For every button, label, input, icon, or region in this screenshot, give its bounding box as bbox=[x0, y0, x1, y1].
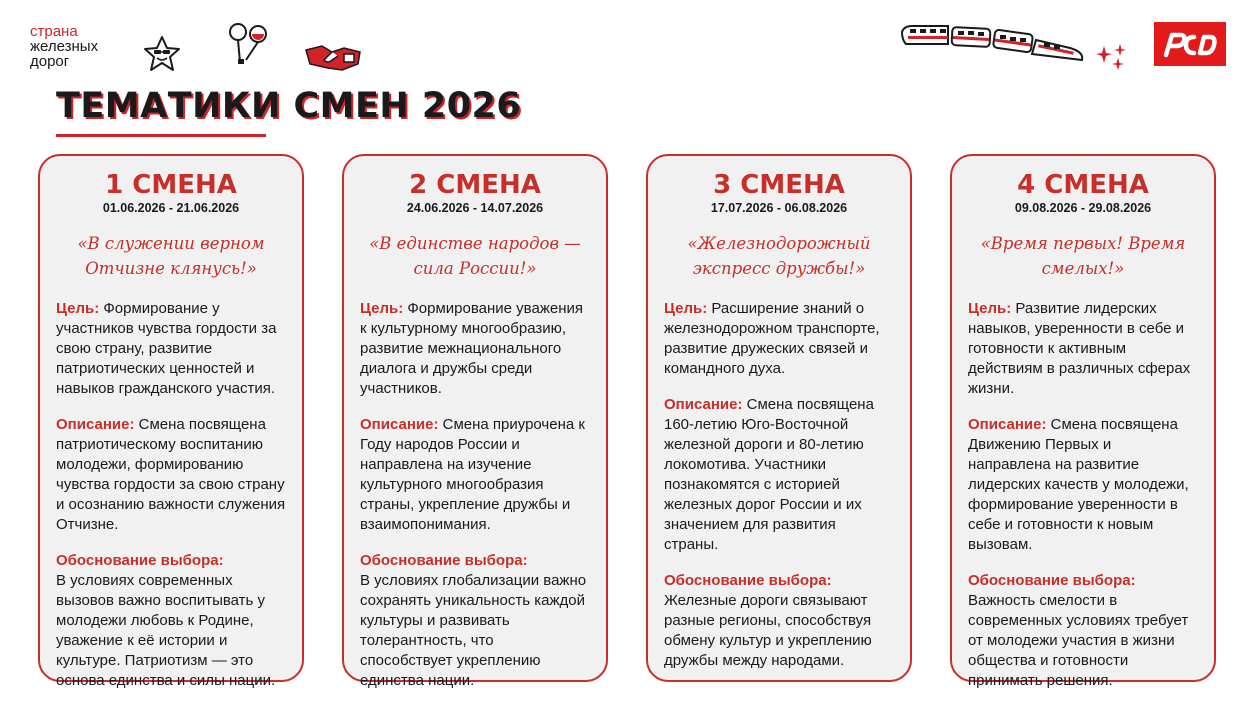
train-icon bbox=[900, 18, 1090, 68]
card-description bbox=[664, 395, 894, 555]
card-dates: 17.07.2026 - 06.08.2026 bbox=[710, 201, 848, 215]
goal-text: Формирование у участников чувства гордости за свою страну, развитие патриотических ценностей и навыков гражданского участия. bbox=[56, 300, 277, 397]
reason-label: Обоснование выбора: bbox=[664, 572, 832, 589]
goal-text: Развитие лидерских навыков, уверенности в себе и готовности к активным действиям в различных сферах жизни. bbox=[968, 300, 1191, 397]
brand-line-3: дорог bbox=[30, 53, 70, 70]
shift-card-3 bbox=[646, 154, 912, 682]
brand-line-1: страна bbox=[30, 23, 78, 40]
reason-label: Обоснование выбора: bbox=[56, 552, 224, 569]
star-character-icon bbox=[142, 34, 182, 74]
shift-card-1 bbox=[38, 154, 304, 689]
card-motto: «В служении верном Отчизне клянусь!» bbox=[77, 234, 265, 278]
goal-label: Цель: bbox=[56, 300, 100, 317]
reason-label: Обоснование выбора: bbox=[360, 552, 528, 569]
reason-text: В условиях глобализации важно сохранять уникальность каждой культуры и развивать толерантность, что способствует укреплению единства нации. bbox=[360, 572, 587, 689]
description-text: Смена посвящена Движению Первых и направлена на развитие лидерских качеств у молодежи, формирование уверенности в себе и готовности к новым вызовам. bbox=[968, 416, 1189, 553]
card-reason bbox=[968, 571, 1198, 691]
card-title: 4 СМЕНА bbox=[1017, 170, 1149, 200]
shift-card-2 bbox=[342, 154, 608, 689]
card-motto: «Железнодорожный экспресс дружбы!» bbox=[687, 234, 871, 278]
card-motto: «Время первых! Время смелых!» bbox=[980, 234, 1186, 278]
reason-label: Обоснование выбора: bbox=[968, 572, 1136, 589]
description-label: Описание: bbox=[56, 416, 135, 433]
card-goal bbox=[360, 299, 590, 399]
card-reason bbox=[56, 551, 286, 691]
card-reason bbox=[664, 571, 894, 671]
card-goal bbox=[664, 299, 894, 379]
card-description bbox=[360, 415, 590, 535]
card-dates: 09.08.2026 - 29.08.2026 bbox=[1014, 201, 1152, 215]
description-text: Смена посвящена патриотическому воспитанию молодежи, формированию чувства гордости за свою страну и осознанию важности служения Отчизне. bbox=[56, 416, 286, 533]
goal-label: Цель: bbox=[360, 300, 404, 317]
rzd-logo-icon bbox=[1160, 29, 1220, 59]
card-goal bbox=[968, 299, 1198, 399]
description-label: Описание: bbox=[664, 396, 743, 413]
card-reason bbox=[360, 551, 590, 691]
card-description bbox=[968, 415, 1198, 555]
title-underline bbox=[56, 134, 266, 137]
card-motto: «В единстве народов — сила России!» bbox=[369, 234, 581, 278]
shift-card-4 bbox=[950, 154, 1216, 689]
description-text: Смена приурочена к Году народов России и направлена на изучение культурного многообразия страны, укрепление дружбы и взаимопонимания. bbox=[360, 416, 585, 533]
brand-line-2: железных bbox=[30, 38, 99, 55]
sparkle-stars-icon bbox=[1096, 42, 1130, 72]
reason-text: Железные дороги связывают разные регионы, способствуя обмену культур и укреплению дружбы между народами. bbox=[664, 592, 872, 669]
card-title: 2 СМЕНА bbox=[409, 170, 541, 200]
railway-signal-icon bbox=[224, 20, 274, 66]
description-text: Смена посвящена 160-летию Юго-Восточной железной дороги и 80-летию локомотива. Участники познакомятся с историей железных дорог России и их значением для развития страны. bbox=[664, 396, 874, 553]
goal-label: Цель: bbox=[968, 300, 1012, 317]
brand-logo-text bbox=[30, 24, 98, 69]
card-description bbox=[56, 415, 286, 535]
page-title: ТЕМАТИКИ СМЕН 2026 bbox=[56, 86, 522, 126]
rzd-logo bbox=[1154, 22, 1226, 66]
card-goal bbox=[56, 299, 286, 399]
goal-text: Формирование уважения к культурному многообразию, развитие межнационального диалога и дружбы среди участников. bbox=[360, 300, 583, 397]
reason-text: Важность смелости в современных условиях требует от молодежи участия в жизни общества и готовности принимать решения. bbox=[968, 592, 1189, 689]
goal-label: Цель: bbox=[664, 300, 708, 317]
reason-text: В условиях современных вызовов важно воспитывать у молодежи любовь к Родине, уважение к её истории и культуре. Патриотизм — это основа единства и силы нации. bbox=[56, 572, 276, 689]
description-label: Описание: bbox=[360, 416, 439, 433]
goal-text: Расширение знаний о железнодорожном транспорте, развитие дружеских связей и командного духа. bbox=[664, 300, 880, 377]
card-dates: 01.06.2026 - 21.06.2026 bbox=[102, 201, 240, 215]
card-title: 1 СМЕНА bbox=[105, 170, 237, 200]
card-title: 3 СМЕНА bbox=[713, 170, 845, 200]
card-dates: 24.06.2026 - 14.07.2026 bbox=[406, 201, 544, 215]
description-label: Описание: bbox=[968, 416, 1047, 433]
handshake-icon bbox=[302, 40, 364, 74]
